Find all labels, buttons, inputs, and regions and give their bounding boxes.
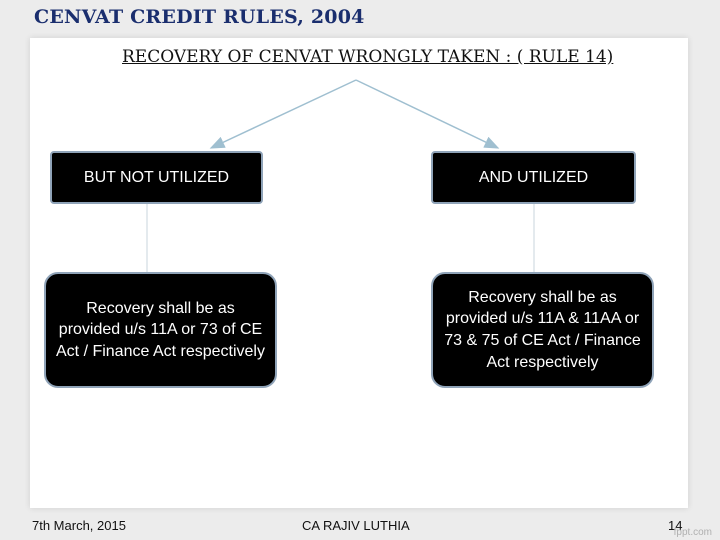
left-branch-detail-text: Recovery shall be as provided u/s 11A or 73 of CE Act / Finance Act respectively <box>56 299 265 360</box>
footer-date: 7th March, 2015 <box>32 518 126 533</box>
page-title: CENVAT CREDIT RULES, 2004 <box>34 6 365 28</box>
right-branch-detail-text: Recovery shall be as provided u/s 11A & 11AA or 73 & 75 of CE Act / Finance Act respectively <box>444 288 641 371</box>
left-branch-heading <box>50 151 263 204</box>
watermark-logo: fppt.com <box>673 527 712 538</box>
arrow-left <box>211 80 356 148</box>
right-branch-detail <box>431 272 654 388</box>
right-branch-heading-text: AND UTILIZED <box>478 168 589 186</box>
footer-author: CA RAJIV LUTHIA <box>302 518 410 533</box>
left-branch-detail <box>44 272 277 388</box>
right-branch-heading <box>431 151 636 204</box>
slide-subtitle: RECOVERY OF CENVAT WRONGLY TAKEN : ( RULE 14) <box>122 47 614 67</box>
left-branch-heading-text: BUT NOT UTILIZED <box>83 168 230 186</box>
page-number: 14 <box>668 518 683 533</box>
arrow-right <box>356 80 498 148</box>
